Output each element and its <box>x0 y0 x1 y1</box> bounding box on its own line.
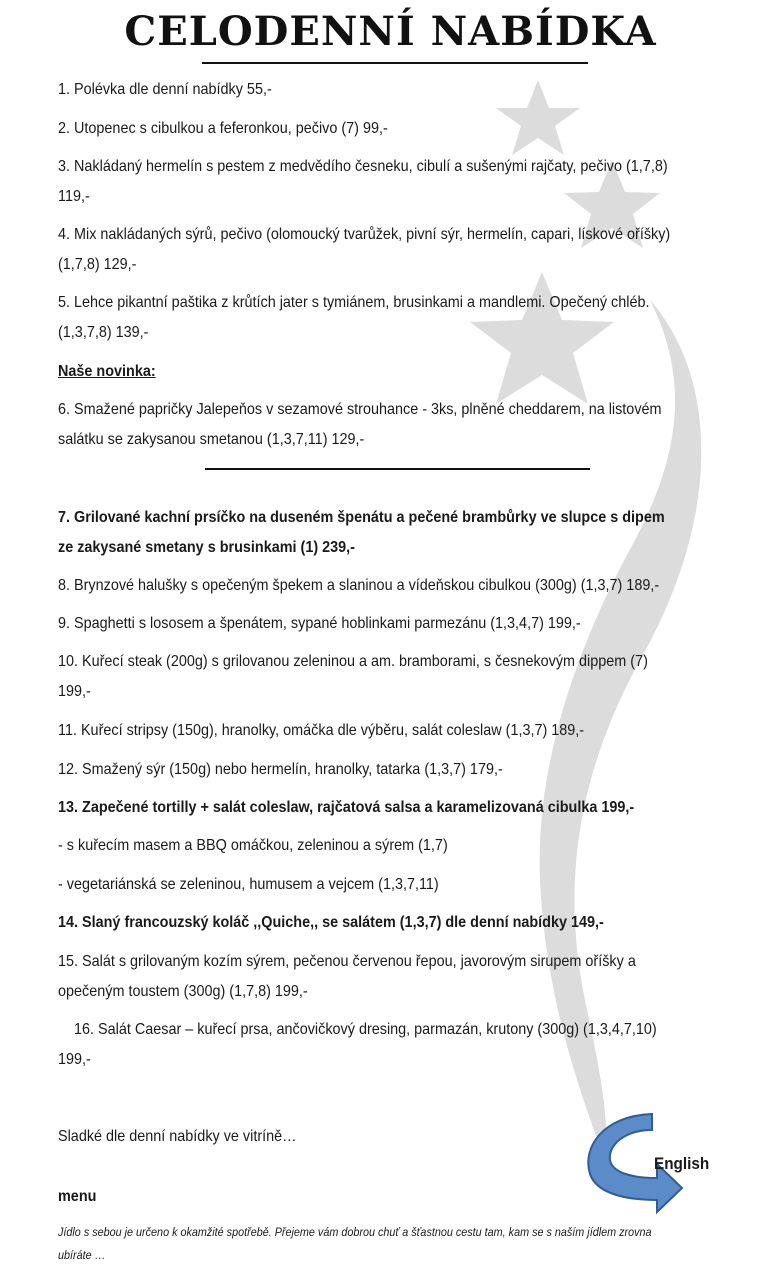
menu-item-13-option-a: - s kuřecím masem a BBQ omáčkou, zeleninou a sýrem (1,7) <box>58 837 448 854</box>
menu-label: menu <box>58 1188 97 1205</box>
english-language-button[interactable] <box>582 1108 732 1218</box>
menu-item-1: 1. Polévka dle denní nabídky 55,- <box>58 81 272 98</box>
footer-note-line1: Jídlo s sebou je určeno k okamžité spotřebě. Přejeme vám dobrou chuť a šťastnou cestu tam, kam se s naším jídlem zrovna <box>58 1225 652 1239</box>
menu-item-16-line1: 16. Salát Caesar – kuřecí prsa, ančovičkový dresing, parmazán, krutony (300g) (1,3,4,7,10) <box>58 1021 657 1038</box>
menu-item-10-line2: 199,- <box>58 683 91 700</box>
menu-item-4-line1: 4. Mix nakládaných sýrů, pečivo (olomoucký tvarůžek, pivní sýr, hermelín, capari, lískové oříšky) <box>58 226 671 243</box>
menu-item-5-line1: 5. Lehce pikantní paštika z krůtích jater s tymiánem, brusinkami a mandlemi. Opečený chléb. <box>58 294 650 311</box>
menu-item-7-line2: ze zakysané smetany s brusinkami (1) 239,- <box>58 539 355 556</box>
menu-item-14: 14. Slaný francouzský koláč ,,Quiche,, se salátem (1,3,7) dle denní nabídky 149,- <box>58 914 604 931</box>
menu-item-6-line2: salátku se zakysanou smetanou (1,3,7,11) 129,- <box>58 431 365 448</box>
menu-item-15-line2: opečeným toustem (300g) (1,7,8) 199,- <box>58 983 308 1000</box>
footer-note-line2: ubíráte … <box>58 1248 106 1262</box>
novinka-heading: Naše novinka: <box>58 363 156 380</box>
menu-item-4-line2: (1,7,8) 129,- <box>58 256 137 273</box>
sweets-note: Sladké dle denní nabídky ve vitríně… <box>58 1128 297 1145</box>
menu-item-10-line1: 10. Kuřecí steak (200g) s grilovanou zeleninou a am. bramborami, s česnekovým dippem (7) <box>58 653 648 670</box>
menu-item-6-line1: 6. Smažené papričky Jalepeňos v sezamové strouhance - 3ks, plněné cheddarem, na listovém <box>58 401 662 418</box>
menu-item-3-line2: 119,- <box>58 188 90 205</box>
star-small-icon <box>496 80 580 155</box>
menu-item-11: 11. Kuřecí stripsy (150g), hranolky, omáčka dle výběru, salát coleslaw (1,3,7) 189,- <box>58 722 585 739</box>
menu-item-3-line1: 3. Nakládaný hermelín s pestem z medvědího česneku, cibulí a sušenými rajčaty, pečivo (1,7,8) <box>58 158 668 175</box>
section-divider <box>205 468 590 470</box>
menu-item-2: 2. Utopenec s cibulkou a feferonkou, pečivo (7) 99,- <box>58 120 388 137</box>
menu-item-8: 8. Brynzové halušky s opečeným špekem a slaninou a vídeňskou cibulkou (300g) (1,3,7) 189,- <box>58 577 660 594</box>
english-button-label: English <box>654 1154 710 1173</box>
menu-item-16-line2: 199,- <box>58 1051 91 1068</box>
menu-item-7-line1: 7. Grilované kachní prsíčko na duseném špenátu a pečené brambůrky ve slupce s dipem <box>58 509 665 526</box>
menu-item-5-line2: (1,3,7,8) 139,- <box>58 324 149 341</box>
menu-item-15-line1: 15. Salát s grilovaným kozím sýrem, pečenou červenou řepou, javorovým sirupem oříšky a <box>58 953 636 970</box>
page-title: CELODENNÍ NABÍDKA <box>124 8 657 55</box>
menu-item-13-option-b: - vegetariánská se zeleninou, humusem a vejcem (1,3,7,11) <box>58 876 439 893</box>
menu-item-13: 13. Zapečené tortilly + salát coleslaw, rajčatová salsa a karamelizovaná cibulka 199,- <box>58 799 635 816</box>
title-underline-divider <box>202 62 588 64</box>
menu-item-9: 9. Spaghetti s lososem a špenátem, sypané hoblinkami parmezánu (1,3,4,7) 199,- <box>58 615 581 632</box>
menu-item-12: 12. Smažený sýr (150g) nebo hermelín, hranolky, tatarka (1,3,7) 179,- <box>58 761 503 778</box>
